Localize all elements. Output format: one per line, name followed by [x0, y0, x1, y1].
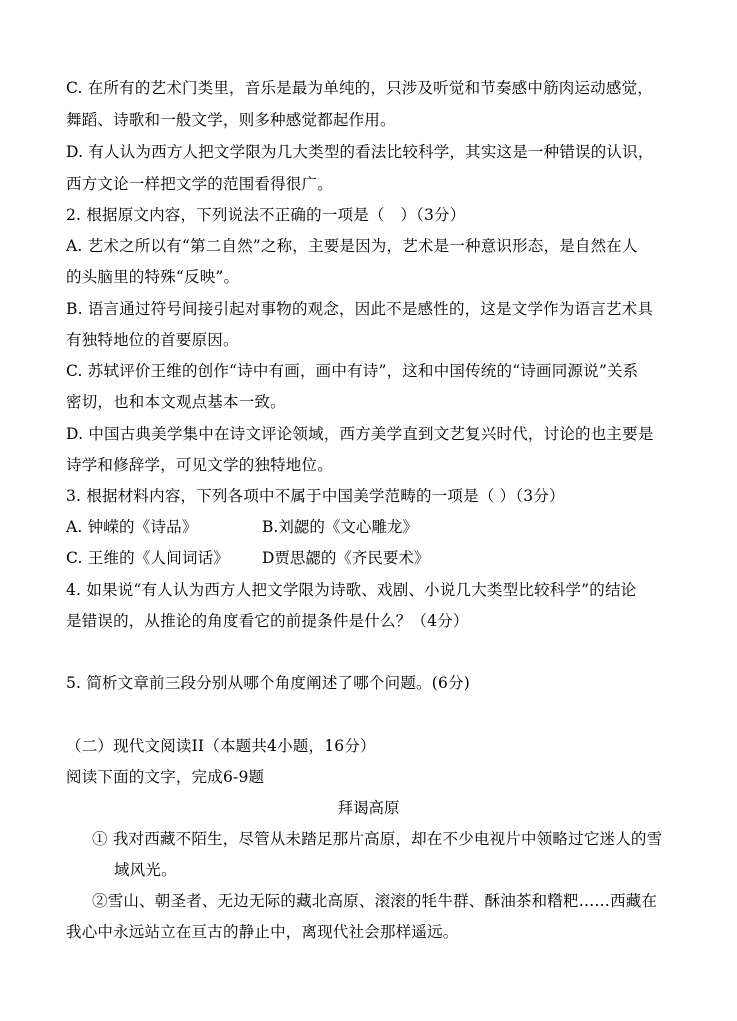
q2-option-a-line-2: 的头脑里的特殊“反映”。: [66, 268, 240, 286]
article-title: 拜谒高原: [337, 799, 400, 817]
q3-option-c: C. 王维的《人间词话》: [66, 549, 230, 567]
q3-option-b: B.刘勰的《文心雕龙》: [262, 518, 418, 536]
q2-option-b-line-1: B. 语言通过符号间接引起对事物的观念，因此不是感性的，这是文学作为语言艺术具: [66, 300, 654, 318]
q2-option-c-line-2: 密切，也和本文观点基本一致。: [66, 393, 286, 411]
paragraph-1-line-1: ① 我对西藏不陌生，尽管从未踏足那片高原，却在不少电视片中领略过它迷人的雪: [92, 830, 663, 848]
question-2: 2. 根据原文内容，下列说法不正确的一项是（ ）（3分）: [66, 206, 466, 224]
q3-option-a: A. 钟嵘的《诗品》: [66, 518, 198, 536]
question-3: 3. 根据材料内容，下列各项中不属于中国美学范畴的一项是（ ）（3分）: [66, 487, 565, 505]
section-2-heading: （二）现代文阅读II（本题共4小题，16分）: [66, 737, 376, 755]
q3-option-d: D贾思勰的《齐民要术》: [262, 549, 430, 567]
paragraph-2-line-1: ②雪山、朝圣者、无边无际的藏北高原、滚滚的牦牛群、酥油茶和糌粑……西藏在: [92, 892, 658, 910]
q2-option-d-line-1: D. 中国古典美学集中在诗文评论领域，西方美学直到文艺复兴时代，讨论的也主要是: [66, 425, 654, 443]
question-5: 5. 简析文章前三段分别从哪个角度阐述了哪个问题。(6分): [66, 674, 470, 692]
paragraph-1-line-2: 域风光。: [114, 861, 177, 879]
question-4-line-2: 是错误的，从推论的角度看它的前提条件是什么？（4分）: [66, 612, 469, 630]
option-c-line-1: C. 在所有的艺术门类里，音乐是最为单纯的，只涉及听觉和节奏感中筋肉运动感觉，: [66, 79, 653, 97]
option-c-line-2: 舞蹈、诗歌和一般文学，则多种感觉都起作用。: [66, 111, 396, 129]
q2-option-c-line-1: C. 苏轼评价王维的创作“诗中有画，画中有诗”，这和中国传统的“诗画同源说”关系: [66, 362, 639, 380]
paragraph-2-line-2: 我心中永远站立在亘古的静止中，离现代社会那样遥远。: [66, 923, 459, 941]
q2-option-b-line-2: 有独特地位的首要原因。: [66, 331, 239, 349]
q2-option-d-line-2: 诗学和修辞学，可见文学的独特地位。: [66, 456, 333, 474]
q2-option-a-line-1: A. 艺术之所以有“第二自然”之称，主要是因为，艺术是一种意识形态，是自然在人: [66, 237, 638, 255]
option-d-line-2: 西方文论一样把文学的范围看得很广。: [66, 175, 333, 193]
question-4-line-1: 4. 如果说“有人认为西方人把文学限为诗歌、戏剧、小说几大类型比较科学”的结论: [66, 581, 637, 599]
option-d-line-1: D. 有人认为西方人把文学限为几大类型的看法比较科学，其实这是一种错误的认识，: [66, 143, 654, 161]
reading-instruction: 阅读下面的文字，完成6-9题: [66, 768, 265, 786]
